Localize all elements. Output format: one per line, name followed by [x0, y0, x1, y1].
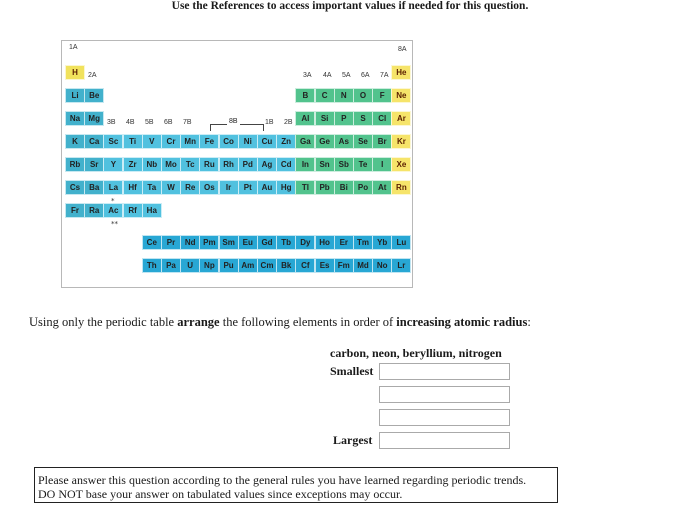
element-cr: Cr — [161, 134, 181, 149]
element-ra: Ra — [84, 203, 104, 218]
smallest-label: Smallest — [330, 364, 374, 378]
element-ni: Ni — [238, 134, 258, 149]
element-at: At — [372, 180, 392, 195]
group-label-1a: 1A — [69, 44, 78, 51]
element-sn: Sn — [315, 157, 335, 172]
element-er: Er — [334, 235, 354, 250]
element-cm: Cm — [257, 258, 277, 273]
element-nd: Nd — [180, 235, 200, 250]
element-rh: Rh — [219, 157, 239, 172]
question-text: Using only the periodic table arrange the following elements in order of increasing atomic radius: — [29, 315, 531, 329]
actinide-marker: ** — [111, 220, 118, 228]
element-es: Es — [315, 258, 335, 273]
note-line-1: Please answer this question according to the general rules you have learned regarding periodic trends. — [38, 473, 527, 487]
element-ga: Ga — [295, 134, 315, 149]
element-pr: Pr — [161, 235, 181, 250]
element-br: Br — [372, 134, 392, 149]
element-ba: Ba — [84, 180, 104, 195]
element-si: Si — [315, 111, 335, 126]
element-ne: Ne — [391, 88, 411, 103]
element-na: Na — [65, 111, 85, 126]
element-bk: Bk — [276, 258, 296, 273]
group-label-2a: 2A — [88, 72, 97, 79]
group-label-3a: 3A — [303, 72, 312, 79]
element-pu: Pu — [219, 258, 239, 273]
element-rn: Rn — [391, 180, 411, 195]
element-pd: Pd — [238, 157, 258, 172]
element-np: Np — [199, 258, 219, 273]
element-nb: Nb — [142, 157, 162, 172]
element-mn: Mn — [180, 134, 200, 149]
element-sb: Sb — [334, 157, 354, 172]
answer-slot-3[interactable] — [379, 409, 510, 426]
element-th: Th — [142, 258, 162, 273]
element-w: W — [161, 180, 181, 195]
element-pt: Pt — [238, 180, 258, 195]
element-tb: Tb — [276, 235, 296, 250]
element-h: H — [65, 65, 85, 80]
element-li: Li — [65, 88, 85, 103]
element-zn: Zn — [276, 134, 296, 149]
element-ta: Ta — [142, 180, 162, 195]
element-s: S — [353, 111, 373, 126]
group-label-4a: 4A — [323, 72, 332, 79]
lanthanide-marker: * — [111, 197, 115, 205]
element-xe: Xe — [391, 157, 411, 172]
group-label-8a: 8A — [398, 46, 407, 53]
note-line-2: DO NOT base your answer on tabulated values since exceptions may occur. — [38, 487, 403, 501]
element-c: C — [315, 88, 335, 103]
element-ac: Ac — [103, 203, 123, 218]
element-os: Os — [199, 180, 219, 195]
element-no: No — [372, 258, 392, 273]
element-ru: Ru — [199, 157, 219, 172]
element-sr: Sr — [84, 157, 104, 172]
instructions-note — [34, 467, 558, 503]
element-zr: Zr — [123, 157, 143, 172]
group-8b-bracket — [210, 124, 264, 131]
element-po: Po — [353, 180, 373, 195]
group-label-5a: 5A — [342, 72, 351, 79]
element-tm: Tm — [353, 235, 373, 250]
group-label-7a: 7A — [380, 72, 389, 79]
element-fe: Fe — [199, 134, 219, 149]
element-yb: Yb — [372, 235, 392, 250]
element-am: Am — [238, 258, 258, 273]
element-dy: Dy — [295, 235, 315, 250]
largest-label: Largest — [333, 433, 373, 447]
element-cl: Cl — [372, 111, 392, 126]
element-v: V — [142, 134, 162, 149]
element-in: In — [295, 157, 315, 172]
element-b: B — [295, 88, 315, 103]
element-pm: Pm — [199, 235, 219, 250]
group-label-5b: 5B — [145, 119, 154, 126]
element-la: La — [103, 180, 123, 195]
answer-slot-4[interactable] — [379, 432, 510, 449]
element-ha: Ha — [142, 203, 162, 218]
answer-slot-1[interactable] — [379, 363, 510, 380]
element-bi: Bi — [334, 180, 354, 195]
element-kr: Kr — [391, 134, 411, 149]
periodic-table — [61, 40, 413, 288]
element-cd: Cd — [276, 157, 296, 172]
group-label-6a: 6A — [361, 72, 370, 79]
group-label-2b: 2B — [284, 119, 293, 126]
element-rb: Rb — [65, 157, 85, 172]
element-o: O — [353, 88, 373, 103]
element-co: Co — [219, 134, 239, 149]
element-gd: Gd — [257, 235, 277, 250]
element-y: Y — [103, 157, 123, 172]
element-ir: Ir — [219, 180, 239, 195]
element-hf: Hf — [123, 180, 143, 195]
references-note: Use the References to access important values if needed for this question. — [171, 0, 529, 12]
element-re: Re — [180, 180, 200, 195]
group-label-1b: 1B — [265, 119, 274, 126]
group-label-4b: 4B — [126, 119, 135, 126]
element-ge: Ge — [315, 134, 335, 149]
element-sc: Sc — [103, 134, 123, 149]
element-se: Se — [353, 134, 373, 149]
element-fr: Fr — [65, 203, 85, 218]
elements-list: carbon, neon, beryllium, nitrogen — [330, 346, 502, 360]
element-mo: Mo — [161, 157, 181, 172]
element-cu: Cu — [257, 134, 277, 149]
element-f: F — [372, 88, 392, 103]
group-label-3b: 3B — [107, 119, 116, 126]
group-label-8b: 8B — [229, 118, 238, 125]
element-pb: Pb — [315, 180, 335, 195]
element-lr: Lr — [391, 258, 411, 273]
element-eu: Eu — [238, 235, 258, 250]
element-cs: Cs — [65, 180, 85, 195]
element-sm: Sm — [219, 235, 239, 250]
element-ar: Ar — [391, 111, 411, 126]
element-cf: Cf — [295, 258, 315, 273]
element-tl: Tl — [295, 180, 315, 195]
element-mg: Mg — [84, 111, 104, 126]
element-pa: Pa — [161, 258, 181, 273]
element-u: U — [180, 258, 200, 273]
element-te: Te — [353, 157, 373, 172]
element-lu: Lu — [391, 235, 411, 250]
element-k: K — [65, 134, 85, 149]
element-i: I — [372, 157, 392, 172]
element-ho: Ho — [315, 235, 335, 250]
group-label-7b: 7B — [183, 119, 192, 126]
element-ag: Ag — [257, 157, 277, 172]
element-tc: Tc — [180, 157, 200, 172]
element-al: Al — [295, 111, 315, 126]
element-fm: Fm — [334, 258, 354, 273]
element-au: Au — [257, 180, 277, 195]
element-rf: Rf — [123, 203, 143, 218]
group-label-6b: 6B — [164, 119, 173, 126]
element-hg: Hg — [276, 180, 296, 195]
element-as: As — [334, 134, 354, 149]
element-he: He — [391, 65, 411, 80]
element-ce: Ce — [142, 235, 162, 250]
element-md: Md — [353, 258, 373, 273]
element-p: P — [334, 111, 354, 126]
element-ca: Ca — [84, 134, 104, 149]
answer-slot-2[interactable] — [379, 386, 510, 403]
element-ti: Ti — [123, 134, 143, 149]
element-n: N — [334, 88, 354, 103]
element-be: Be — [84, 88, 104, 103]
